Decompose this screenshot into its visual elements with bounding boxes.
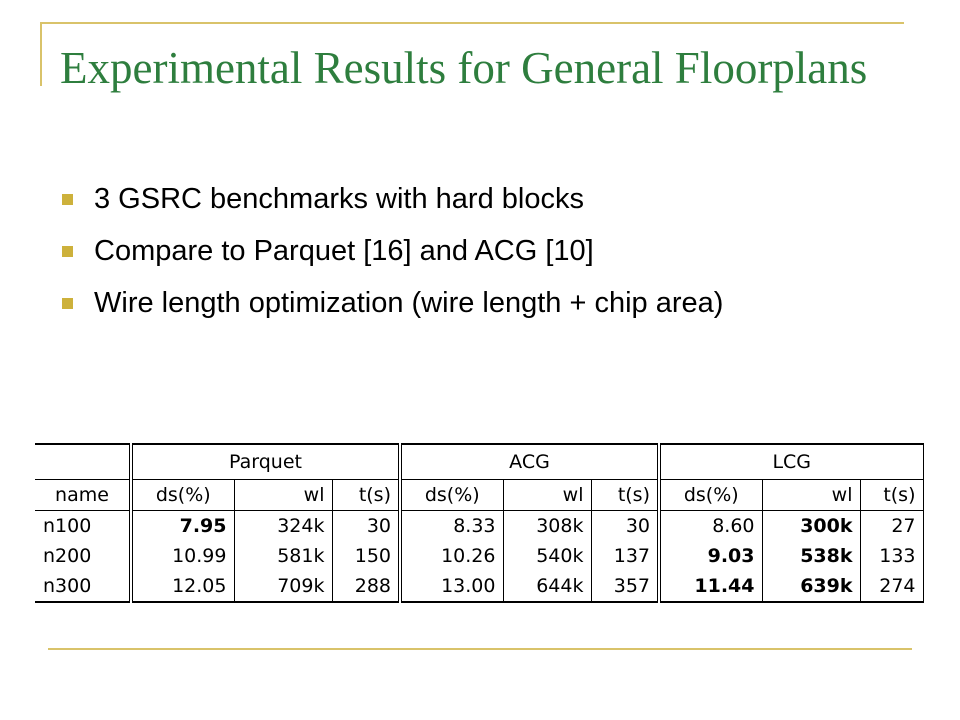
column-header: ds(%) — [659, 480, 762, 511]
slide-title: Experimental Results for General Floorplans — [60, 43, 868, 93]
header-name-spacer — [35, 444, 131, 480]
table-cell: 8.60 — [659, 511, 762, 542]
table-row — [35, 511, 923, 542]
table-cell: 709k — [234, 571, 332, 602]
column-header: t(s) — [591, 480, 659, 511]
row-name: n200 — [43, 545, 92, 567]
table-cell: 10.99 — [131, 541, 234, 571]
bullet-item — [62, 232, 882, 270]
table-cell: 540k — [503, 541, 591, 571]
table-cell: 137 — [591, 541, 659, 571]
bullet-text: 3 GSRC benchmarks with hard blocks — [94, 183, 584, 215]
table-cell: 11.44 — [659, 571, 762, 602]
table-cell: 357 — [591, 571, 659, 602]
column-header: ds(%) — [131, 480, 234, 511]
column-header: ds(%) — [400, 480, 503, 511]
group-header-parquet: Parquet — [131, 444, 400, 480]
table-cell: 133 — [860, 541, 923, 571]
frame-top-line — [40, 22, 904, 24]
column-header: t(s) — [860, 480, 923, 511]
column-header-name: name — [35, 480, 131, 511]
table-cell: 274 — [860, 571, 923, 602]
table-cell: 538k — [762, 541, 860, 571]
frame-left-line — [40, 22, 42, 86]
group-header-acg: ACG — [400, 444, 659, 480]
column-header: wl — [762, 480, 860, 511]
square-bullet-icon — [62, 298, 73, 309]
table-cell: 150 — [332, 541, 400, 571]
table-cell: 30 — [591, 511, 659, 542]
table-cell: 12.05 — [131, 571, 234, 602]
table-cell: 581k — [234, 541, 332, 571]
square-bullet-icon — [62, 194, 73, 205]
table-cell: 27 — [860, 511, 923, 542]
bullet-text: Compare to Parquet [16] and ACG [10] — [94, 235, 594, 267]
column-header: wl — [234, 480, 332, 511]
table-row — [35, 541, 923, 571]
table-cell: 8.33 — [400, 511, 503, 542]
bullet-item — [62, 180, 882, 218]
column-header: t(s) — [332, 480, 400, 511]
table-cell: 7.95 — [131, 511, 234, 542]
row-name: n100 — [43, 515, 92, 537]
table-row — [35, 571, 923, 602]
table-cell: 639k — [762, 571, 860, 602]
frame-bottom-line — [48, 648, 912, 650]
square-bullet-icon — [62, 246, 73, 257]
column-header: wl — [503, 480, 591, 511]
table-cell: 9.03 — [659, 541, 762, 571]
results-table — [35, 443, 924, 603]
table-cell: 288 — [332, 571, 400, 602]
table-cell: 13.00 — [400, 571, 503, 602]
table-cell: 10.26 — [400, 541, 503, 571]
bullet-list — [62, 180, 882, 336]
row-name: n300 — [35, 571, 131, 602]
table-cell: 308k — [503, 511, 591, 542]
table-cell: 324k — [234, 511, 332, 542]
bullet-item — [62, 284, 882, 322]
table-cell: 644k — [503, 571, 591, 602]
table-cell: 300k — [762, 511, 860, 542]
table-cell: 30 — [332, 511, 400, 542]
group-header-lcg: LCG — [659, 444, 923, 480]
bullet-text: Wire length optimization (wire length + chip area) — [94, 287, 724, 319]
